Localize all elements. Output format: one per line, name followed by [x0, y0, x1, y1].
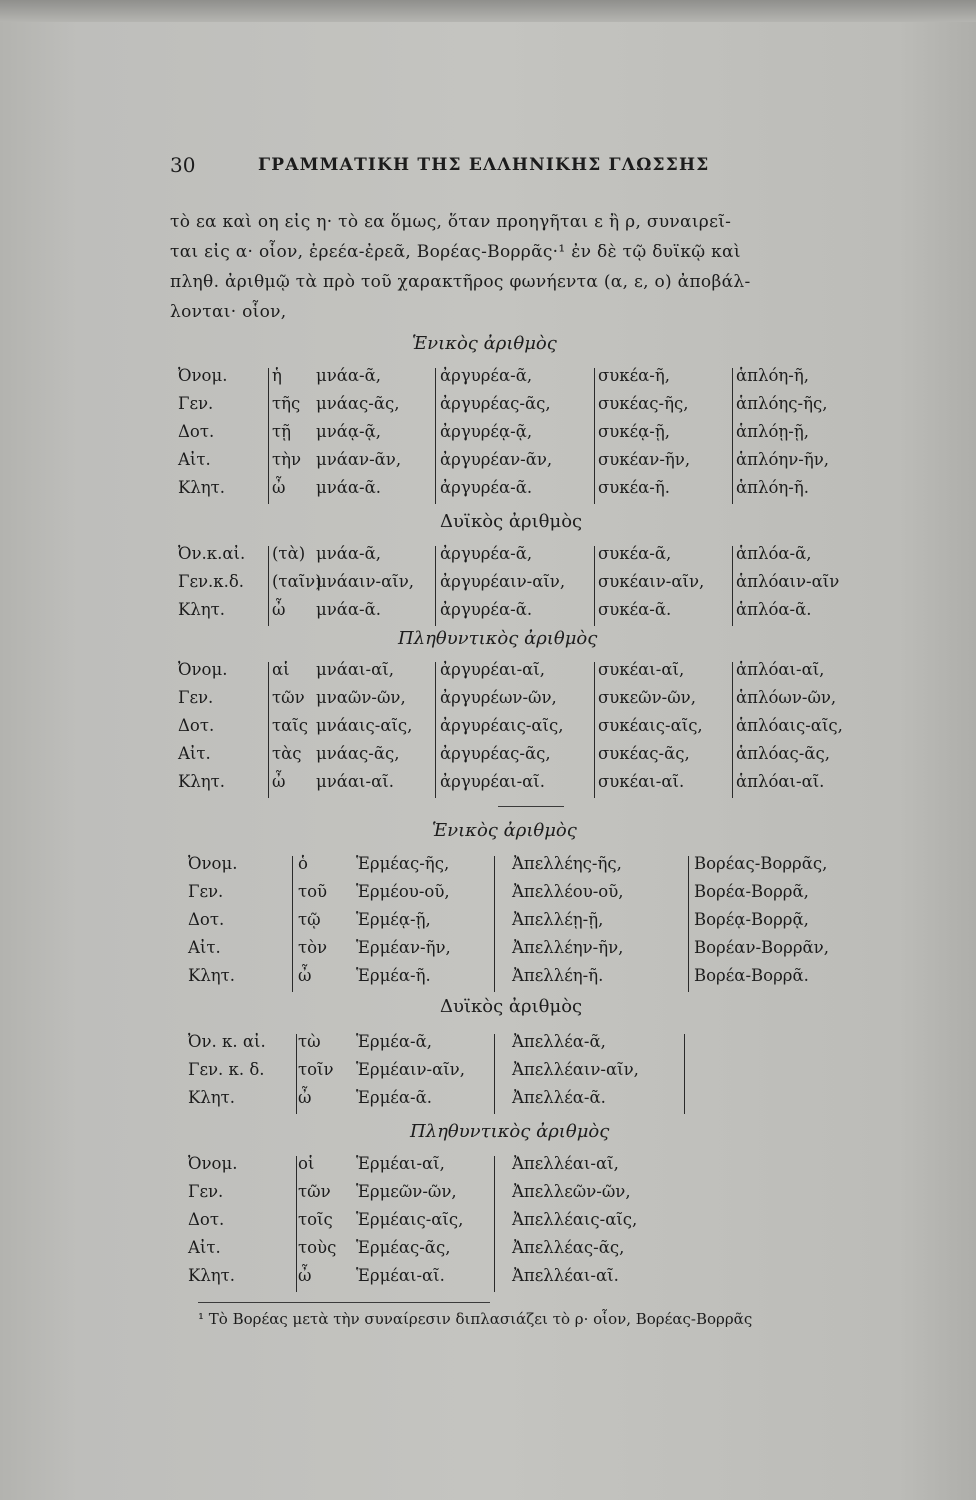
plural-caption: Πληθυντικὸς ἀριθμὸς — [410, 1121, 610, 1142]
table-cell: Δοτ. — [178, 422, 215, 441]
running-title: ΓΡΑΜΜΑΤΙΚΗ ΤΗΣ ΕΛΛΗΝΙΚΗΣ ΓΛΩΣΣΗΣ — [258, 155, 710, 175]
table-cell: ἁπλόαι-αῖ, — [736, 660, 825, 679]
table-cell: ὦ — [272, 600, 286, 619]
table-cell: Ἀπελλέα-ᾶ. — [512, 1088, 606, 1107]
table-cell: συκέα-ῆ. — [598, 478, 671, 497]
table-cell: Ἀπελλέῃ-ῇ, — [512, 910, 604, 929]
table-cell: Ἀπελλέην-ῆν, — [512, 938, 624, 957]
table-cell: Ἑρμέαις-αῖς, — [356, 1210, 464, 1229]
table-cell: Βορέα-Βορρᾶ, — [694, 882, 809, 901]
table-cell: Κλητ. — [188, 1088, 236, 1107]
table-cell: Ἑρμέαν-ῆν, — [356, 938, 451, 957]
table-cell: μνάα-ᾶ, — [316, 366, 382, 385]
table-cell: Ἀπελλέου-οῦ, — [512, 882, 624, 901]
column-rule — [494, 1034, 495, 1114]
table-cell: Αἰτ. — [188, 1238, 221, 1257]
column-rule — [435, 662, 436, 798]
table-cell: μνάα-ᾶ, — [316, 544, 382, 563]
table-cell: Γεν.κ.δ. — [178, 572, 245, 591]
table-cell: Γεν. — [188, 1182, 224, 1201]
table-cell: Δοτ. — [188, 1210, 225, 1229]
separator-rule — [498, 806, 564, 807]
table-cell: ἀργυρέαιν-αῖν, — [440, 572, 566, 591]
table-cell: ἁπλόης-ῆς, — [736, 394, 828, 413]
table-cell: ἀργυρέα-ᾶ, — [440, 366, 533, 385]
table-cell: συκέας-ᾶς, — [598, 744, 690, 763]
column-rule — [684, 1034, 685, 1114]
column-rule — [268, 662, 269, 798]
column-rule — [494, 856, 495, 992]
column-rule — [494, 1156, 495, 1292]
table-cell: τοῦ — [298, 882, 328, 901]
table-cell: τοὺς — [298, 1238, 337, 1257]
table-cell: συκέαις-αῖς, — [598, 716, 703, 735]
table-cell: ἁπλόαιν-αῖν — [736, 572, 840, 591]
table-cell: τὰς — [272, 744, 302, 763]
scan-edge — [0, 0, 976, 22]
table-cell: ἁπλόην-ῆν, — [736, 450, 830, 469]
intro-line: τὸ εα καὶ οη εἰς η· τὸ εα ὅμως, ὅταν προηγῆται ε ἢ ρ, συναιρεῖ- — [170, 212, 732, 232]
column-rule — [594, 368, 595, 504]
table-cell: Κλητ. — [188, 966, 236, 985]
table-cell: Ἀπελλέη-ῆ. — [512, 966, 604, 985]
table-cell: τὸν — [298, 938, 328, 957]
column-rule — [688, 856, 689, 992]
table-cell: (ταῖν) — [272, 572, 322, 591]
column-rule — [594, 546, 595, 626]
table-cell: Ἀπελλέαι-αῖ. — [512, 1266, 619, 1285]
table-cell: μνάαις-αῖς, — [316, 716, 413, 735]
table-cell: αἱ — [272, 660, 290, 679]
table-cell: Ἑρμέαι-αῖ, — [356, 1154, 445, 1173]
table-cell: Ὀνομ. — [178, 366, 228, 385]
table-cell: Γεν. — [178, 688, 214, 707]
table-cell: μνάας-ᾶς, — [316, 394, 400, 413]
footnote-rule — [198, 1302, 490, 1303]
table-cell: Ἀπελλέαις-αῖς, — [512, 1210, 638, 1229]
table-cell: μνάα-ᾶ. — [316, 600, 382, 619]
table-cell: ἀργυρέων-ῶν, — [440, 688, 557, 707]
table-cell: Βορέας-Βορρᾶς, — [694, 854, 828, 873]
table-cell: ἁπλόη-ῆ, — [736, 366, 809, 385]
table-cell: Ἑρμέᾳ-ῇ, — [356, 910, 431, 929]
column-rule — [296, 1034, 297, 1114]
table-cell: Ὀνομ. — [188, 854, 238, 873]
table-cell: μνάαι-αῖ. — [316, 772, 394, 791]
column-rule — [732, 546, 733, 626]
intro-line: πληθ. ἀριθμῷ τὰ πρὸ τοῦ χαρακτῆρος φωνήεντα (α, ε, ο) ἀποβάλ- — [170, 272, 751, 292]
dual-caption: Δυϊκὸς ἀριθμὸς — [440, 511, 583, 532]
column-rule — [268, 368, 269, 504]
table-cell: ἀργυρέαι-αῖ, — [440, 660, 546, 679]
table-cell: συκέαιν-αῖν, — [598, 572, 705, 591]
table-cell: ὦ — [272, 772, 286, 791]
table-cell: ἀργυρέαι-αῖ. — [440, 772, 546, 791]
singular-caption: Ἑνικὸς ἀριθμὸς — [412, 333, 557, 354]
table-cell: Ὀνομ. — [188, 1154, 238, 1173]
singular-caption: Ἑνικὸς ἀριθμὸς — [432, 820, 577, 841]
column-rule — [732, 662, 733, 798]
table-cell: τὴν — [272, 450, 302, 469]
table-cell: ἀργυρέαις-αῖς, — [440, 716, 564, 735]
column-rule — [268, 546, 269, 626]
table-cell: ὦ — [272, 478, 286, 497]
table-cell: Βορέᾳ-Βορρᾷ, — [694, 910, 809, 929]
table-cell: Ἑρμεῶν-ῶν, — [356, 1182, 457, 1201]
table-cell: ἁπλόα-ᾶ, — [736, 544, 812, 563]
table-cell: ἁπλόας-ᾶς, — [736, 744, 830, 763]
table-cell: Κλητ. — [178, 772, 226, 791]
table-cell: μνάᾳ-ᾷ, — [316, 422, 382, 441]
table-cell: Δοτ. — [178, 716, 215, 735]
table-cell: ἁπλόῃ-ῇ, — [736, 422, 809, 441]
column-rule — [435, 546, 436, 626]
table-cell: ἀργυρέαν-ᾶν, — [440, 450, 553, 469]
table-cell: μνάαι-αῖ, — [316, 660, 394, 679]
table-cell: Κλητ. — [188, 1266, 236, 1285]
table-cell: Ἀπελλέας-ᾶς, — [512, 1238, 625, 1257]
column-rule — [435, 368, 436, 504]
table-cell: ἁπλόαι-αῖ. — [736, 772, 825, 791]
table-cell: Ἀπελλέης-ῆς, — [512, 854, 622, 873]
table-cell: συκέας-ῆς, — [598, 394, 689, 413]
table-cell: Ἑρμέαιν-αῖν, — [356, 1060, 465, 1079]
table-cell: ἁπλόη-ῆ. — [736, 478, 809, 497]
plural-caption: Πληθυντικὸς ἀριθμὸς — [398, 628, 598, 649]
table-cell: ἀργυρέα-ᾶ, — [440, 544, 533, 563]
intro-line: ται εἰς α· οἷον, ἐρεέα-ἐρεᾶ, Βορέας-Βορρᾶς·¹ ἐν δὲ τῷ δυϊκῷ καὶ — [170, 242, 741, 262]
table-cell: τοῖς — [298, 1210, 333, 1229]
table-cell: συκέα-ᾶ. — [598, 600, 672, 619]
table-cell: Ὀν.κ.αἰ. — [178, 544, 246, 563]
column-rule — [292, 856, 293, 992]
table-cell: Ἑρμέα-ᾶ, — [356, 1032, 432, 1051]
page-number: 30 — [170, 153, 196, 177]
table-cell: συκεῶν-ῶν, — [598, 688, 696, 707]
dual-caption: Δυϊκὸς ἀριθμὸς — [440, 996, 583, 1017]
table-cell: ὦ — [298, 1088, 312, 1107]
table-cell: Ἑρμέα-ᾶ. — [356, 1088, 432, 1107]
table-cell: ἀργυρέα-ᾶ. — [440, 478, 533, 497]
table-cell: Γεν. — [188, 882, 224, 901]
table-cell: Ὀν. κ. αἰ. — [188, 1032, 266, 1051]
table-cell: Αἰτ. — [188, 938, 221, 957]
table-cell: τὼ — [298, 1032, 321, 1051]
table-cell: ἡ — [272, 366, 282, 385]
table-cell: ἀργυρέας-ᾶς, — [440, 744, 551, 763]
column-rule — [296, 1156, 297, 1292]
table-cell: μνάας-ᾶς, — [316, 744, 400, 763]
table-cell: συκέα-ᾶ, — [598, 544, 672, 563]
table-cell: συκέαι-αῖ, — [598, 660, 685, 679]
table-cell: τῶν — [298, 1182, 331, 1201]
table-cell: Ἑρμέας-ᾶς, — [356, 1238, 451, 1257]
table-cell: Αἰτ. — [178, 744, 211, 763]
table-cell: Κλητ. — [178, 478, 226, 497]
table-cell: Αἰτ. — [178, 450, 211, 469]
table-cell: οἱ — [298, 1154, 315, 1173]
table-cell: Ἀπελλέαιν-αῖν, — [512, 1060, 639, 1079]
table-cell: τῷ — [298, 910, 321, 929]
footnote: ¹ Τὸ Βορέας μετὰ τὴν συναίρεσιν διπλασιάζει τὸ ρ· οἷον, Βορέας-Βορρᾶς — [198, 1310, 753, 1328]
table-cell: Γεν. κ. δ. — [188, 1060, 265, 1079]
table-cell: Ἀπελλεῶν-ῶν, — [512, 1182, 631, 1201]
table-cell: Βορέα-Βορρᾶ. — [694, 966, 809, 985]
table-cell: συκέα-ῆ, — [598, 366, 671, 385]
table-cell: τῇ — [272, 422, 292, 441]
intro-line: λονται· οἷον, — [170, 302, 287, 322]
table-cell: Γεν. — [178, 394, 214, 413]
table-cell: Ἑρμέαι-αῖ. — [356, 1266, 445, 1285]
table-cell: ὁ — [298, 854, 308, 873]
table-cell: Ἀπελλέαι-αῖ, — [512, 1154, 619, 1173]
table-cell: Ἀπελλέα-ᾶ, — [512, 1032, 606, 1051]
table-cell: μνάαν-ᾶν, — [316, 450, 402, 469]
table-cell: Ἑρμέα-ῆ. — [356, 966, 431, 985]
column-rule — [594, 662, 595, 798]
table-cell: Ἑρμέου-οῦ, — [356, 882, 450, 901]
table-cell: συκέαι-αῖ. — [598, 772, 685, 791]
table-cell: ἀργυρέᾳ-ᾷ, — [440, 422, 533, 441]
table-cell: μνάα-ᾶ. — [316, 478, 382, 497]
table-cell: συκέαν-ῆν, — [598, 450, 691, 469]
table-cell: ἁπλόα-ᾶ. — [736, 600, 812, 619]
table-cell: τοῖν — [298, 1060, 334, 1079]
table-cell: Βορέαν-Βορρᾶν, — [694, 938, 829, 957]
table-cell: ἀργυρέα-ᾶ. — [440, 600, 533, 619]
table-cell: ἁπλόαις-αῖς, — [736, 716, 843, 735]
table-cell: ἁπλόων-ῶν, — [736, 688, 837, 707]
table-cell: ὦ — [298, 966, 312, 985]
table-cell: συκέᾳ-ῇ, — [598, 422, 671, 441]
column-rule — [732, 368, 733, 504]
table-cell: μναῶν-ῶν, — [316, 688, 406, 707]
table-cell: Κλητ. — [178, 600, 226, 619]
table-cell: τῆς — [272, 394, 301, 413]
table-cell: Ἑρμέας-ῆς, — [356, 854, 450, 873]
table-cell: ἀργυρέας-ᾶς, — [440, 394, 551, 413]
table-cell: μνάαιν-αῖν, — [316, 572, 415, 591]
table-cell: τῶν — [272, 688, 305, 707]
table-cell: Ὀνομ. — [178, 660, 228, 679]
table-cell: ταῖς — [272, 716, 308, 735]
table-cell: ὦ — [298, 1266, 312, 1285]
table-cell: (τὰ) — [272, 544, 306, 563]
table-cell: Δοτ. — [188, 910, 225, 929]
